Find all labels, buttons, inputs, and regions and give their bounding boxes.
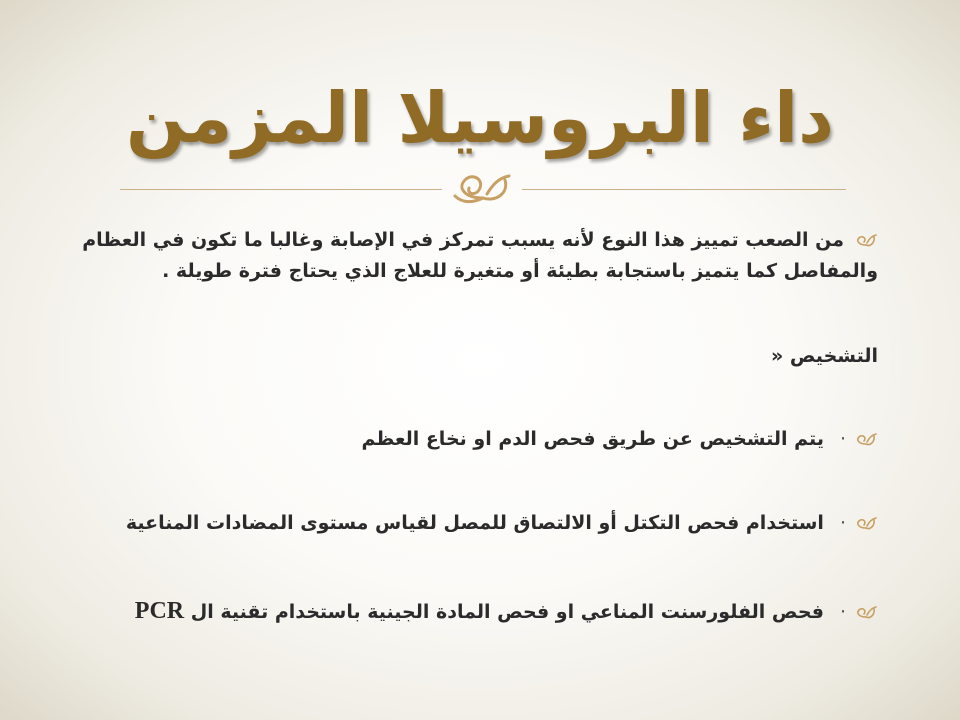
diagnosis-heading: التشخيص « xyxy=(771,345,878,367)
bullet-dot: · xyxy=(839,601,846,623)
paragraph-line xyxy=(78,225,878,256)
bullet-dot: · xyxy=(839,512,846,534)
paragraph-line-2-text: والمفاصل كما يتميز باستجابة بطيئة أو متغيرة للعلاج الذي يحتاج فترة طويلة . xyxy=(162,260,878,282)
list-item xyxy=(78,598,878,625)
intro-paragraph xyxy=(78,225,878,287)
title-divider-left xyxy=(120,189,442,190)
fleuron-ornament-icon xyxy=(852,604,878,622)
title-divider-right xyxy=(522,189,846,190)
bullet-2-text: استخدام فحص التكتل أو الالتصاق للمصل لقياس مستوى المضادات المناعية xyxy=(125,512,824,534)
bullet-dot: · xyxy=(839,428,846,450)
paragraph-line-1-text: من الصعب تمييز هذا النوع لأنه يسبب تمركز في الإصابة وغالبا ما تكون في العظام xyxy=(82,229,844,251)
bullet-3-text: فحص الفلورسنت المناعي او فحص المادة الجينية باستخدام تقنية ال xyxy=(190,601,824,623)
fleuron-ornament-icon xyxy=(852,431,878,449)
fleuron-ornament-icon xyxy=(443,168,519,210)
fleuron-ornament-icon xyxy=(852,515,878,533)
list-item xyxy=(78,428,878,450)
pcr-label: PCR xyxy=(134,598,185,624)
bullet-1-text: يتم التشخيص عن طريق فحص الدم او نخاع العظم xyxy=(361,428,824,450)
slide-title: داء البروسيلا المزمن xyxy=(126,77,834,159)
fleuron-ornament-icon xyxy=(852,232,878,250)
list-item xyxy=(78,512,878,534)
